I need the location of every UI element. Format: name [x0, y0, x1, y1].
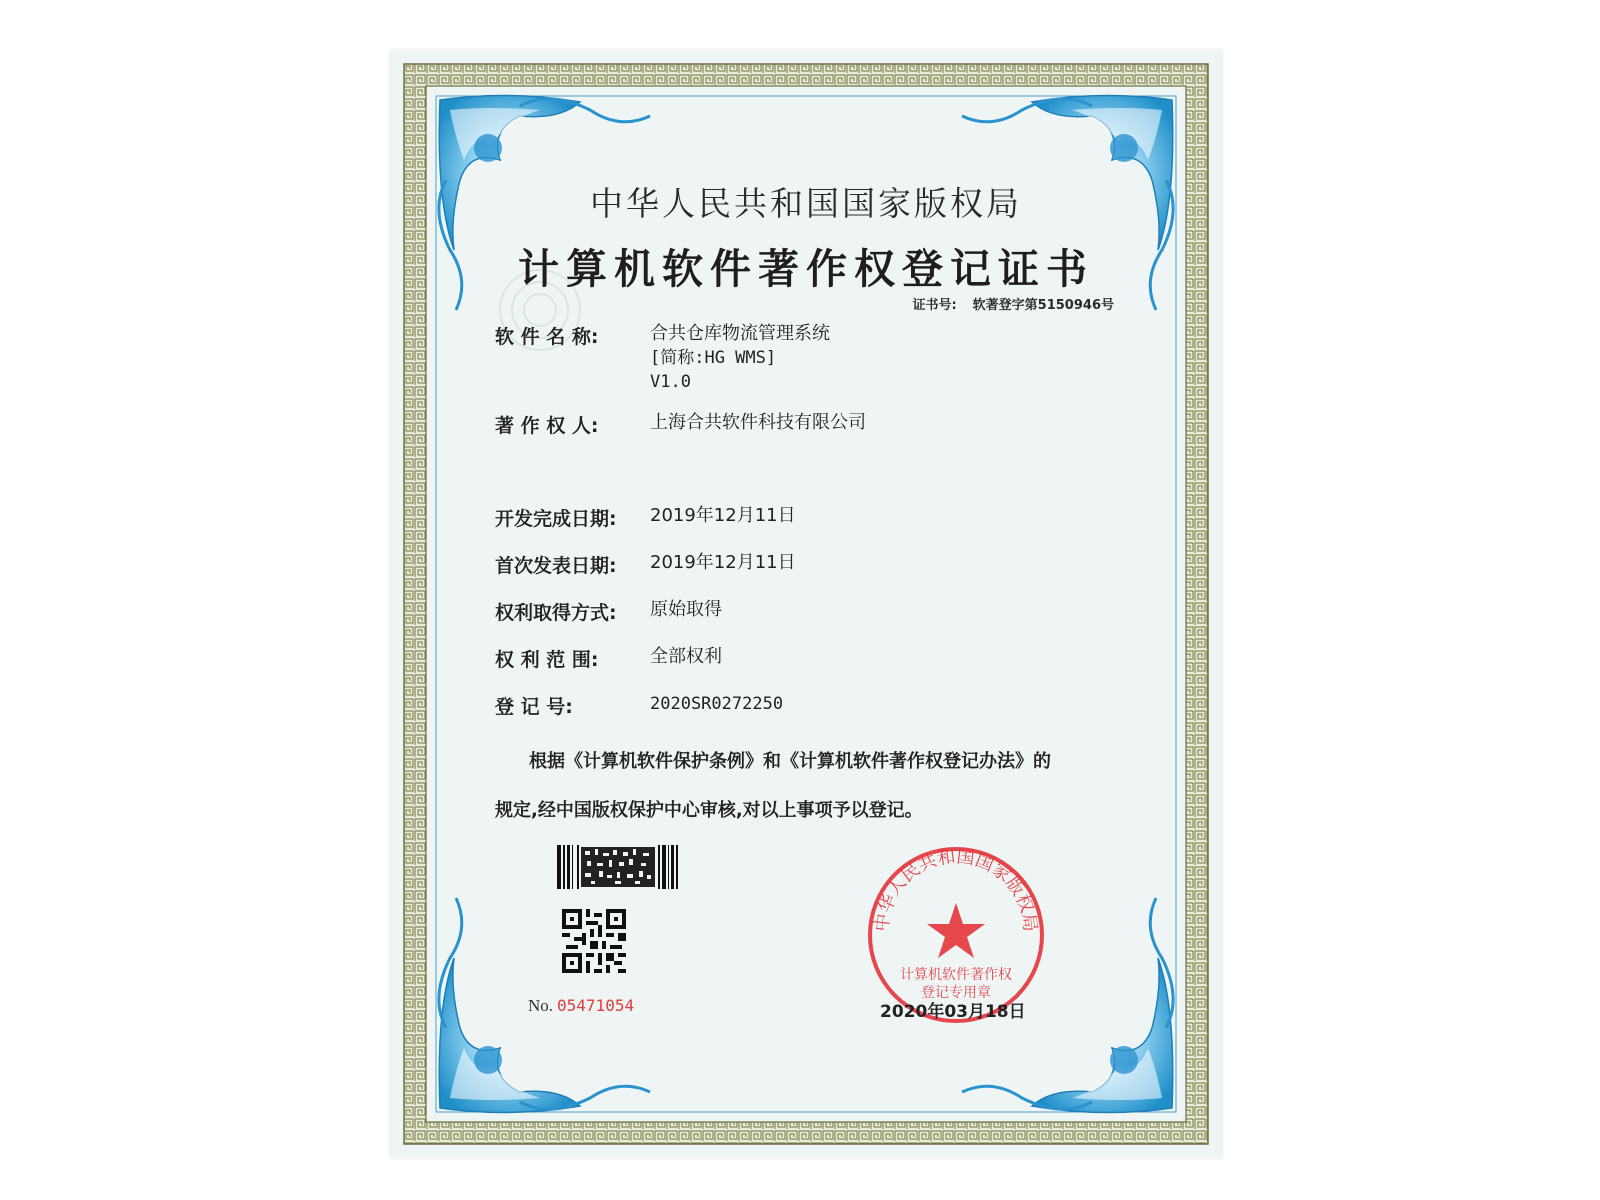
serial-number-value: 05471054	[557, 996, 635, 1015]
acquisition-method-value: 原始取得	[650, 599, 722, 620]
certificate-title: 计算机软件著作权登记证书	[518, 245, 1094, 293]
registration-number-label: 登 记 号:	[495, 696, 573, 718]
seal-inner-line-1: 计算机软件著作权	[900, 967, 1012, 983]
statement-line-1: 根据《计算机软件保护条例》和《计算机软件著作权登记办法》的	[529, 751, 1051, 772]
registration-number-value: 2020SR0272250	[650, 694, 784, 714]
statement-line-2: 规定,经中国版权保护中心审核,对以上事项予以登记。	[495, 800, 923, 821]
qr-code-icon	[562, 909, 626, 973]
certificate-number	[912, 294, 1114, 313]
issuing-agency-title: 中华人民共和国国家版权局	[590, 184, 1022, 223]
copyright-owner-label: 著 作 权 人:	[495, 415, 599, 437]
software-name-label: 软 件 名 称:	[495, 326, 599, 348]
certificate-number-label: 证书号:	[912, 298, 957, 313]
first-publish-date-value: 2019年12月11日	[650, 552, 796, 573]
serial-number-label: No.	[528, 996, 554, 1015]
serial-number	[528, 996, 634, 1016]
acquisition-method-label: 权利取得方式:	[495, 602, 617, 624]
copyright-owner-value: 上海合共软件科技有限公司	[650, 412, 866, 433]
software-name-value: 合共仓库物流管理系统	[650, 323, 830, 344]
rights-scope-label: 权 利 范 围:	[495, 649, 599, 671]
software-version: V1.0	[650, 372, 691, 392]
issue-date: 2020年03月18日	[880, 1002, 1026, 1022]
certificate	[390, 50, 1222, 1158]
certificate-number-value: 软著登字第5150946号	[972, 298, 1114, 313]
seal-outer-text: 中华人民共和国国家版权局	[871, 846, 1041, 933]
software-short-name: [简称:HG WMS]	[650, 348, 777, 368]
first-publish-date-label: 首次发表日期:	[495, 555, 617, 577]
rights-scope-value: 全部权利	[650, 646, 722, 667]
barcode-icon	[557, 845, 681, 889]
dev-completion-date-value: 2019年12月11日	[650, 505, 796, 526]
dev-completion-date-label: 开发完成日期:	[495, 508, 617, 530]
seal-inner-line-2: 登记专用章	[921, 985, 991, 1001]
